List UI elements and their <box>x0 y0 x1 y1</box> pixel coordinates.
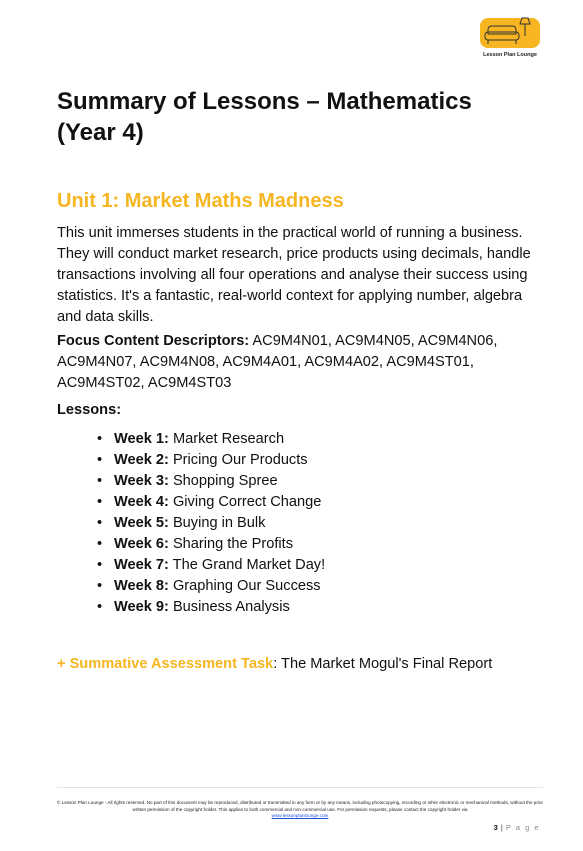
bullet-icon: • <box>97 494 103 510</box>
lesson-week: Week 2: <box>114 452 169 468</box>
focus-label: Focus Content Descriptors: <box>57 333 250 349</box>
lesson-week: Week 9: <box>114 599 169 615</box>
lesson-name: Buying in Bulk <box>168 515 266 531</box>
lesson-week: Week 1: <box>114 431 169 447</box>
page-separator: | <box>498 823 506 832</box>
summative-assessment <box>57 654 492 675</box>
lesson-name: Pricing Our Products <box>168 452 308 468</box>
bullet-icon: • <box>97 452 103 468</box>
lesson-name: The Grand Market Day! <box>168 557 326 573</box>
bullet-icon: • <box>97 515 103 531</box>
lesson-week: Week 4: <box>114 494 169 510</box>
unit-intro: This unit immerses students in the practical world of running a business. They will conduct market research, price products using decimals, handle transactions involving all four operations and analyse their success using statistics. It's a fantastic, real-world context for applying number, algebra and data skills. <box>57 225 531 325</box>
lesson-name: Sharing the Profits <box>168 536 294 552</box>
lesson-week: Week 6: <box>114 536 169 552</box>
lessons-label: Lessons: <box>57 402 122 418</box>
lesson-item <box>97 450 325 471</box>
lesson-list <box>97 429 325 618</box>
lesson-item <box>97 492 325 513</box>
lesson-week: Week 5: <box>114 515 169 531</box>
bullet-icon: • <box>97 557 103 573</box>
bullet-icon: • <box>97 536 103 552</box>
summative-label: + Summative Assessment Task <box>57 656 274 672</box>
summative-colon: : <box>273 656 278 672</box>
lesson-item <box>97 555 325 576</box>
bullet-icon: • <box>97 599 103 615</box>
summative-text: The Market Mogul's Final Report <box>277 656 493 672</box>
page-number <box>494 823 540 832</box>
lesson-name: Market Research <box>168 431 285 447</box>
bullet-icon: • <box>97 578 103 594</box>
lesson-item <box>97 597 325 618</box>
footer-divider <box>57 787 543 788</box>
lesson-name: Business Analysis <box>168 599 290 615</box>
bullet-icon: • <box>97 431 103 447</box>
lesson-item <box>97 534 325 555</box>
lesson-item <box>97 429 325 450</box>
focus-codes: AC9M4N01, AC9M4N05, AC9M4N06, AC9M4N07, AC9M4N08, AC9M4A01, AC9M4A02, AC9M4ST01, AC9M4ST02, AC9M4ST03 <box>57 333 498 391</box>
footer-copyright <box>57 800 543 820</box>
lesson-item <box>97 513 325 534</box>
bullet-icon: • <box>97 473 103 489</box>
sofa-lamp-icon <box>478 14 542 50</box>
lesson-week: Week 3: <box>114 473 169 489</box>
lesson-name: Shopping Spree <box>168 473 278 489</box>
lesson-week: Week 7: <box>114 557 169 573</box>
lesson-name: Giving Correct Change <box>168 494 322 510</box>
focus-descriptors <box>57 331 527 394</box>
page-word: P a g e <box>505 823 540 832</box>
unit-heading: Unit 1: Market Maths Madness <box>57 190 344 212</box>
brand-logo <box>474 14 546 58</box>
lesson-item <box>97 576 325 597</box>
copyright-text: © Lesson Plan Lounge - All rights reserved. No part of this document may be reproduced, distributed or transmitted in any form or by any means, including photocopying, recording or other electronic or mechanical methods, without the prior written permission of the copyright holder. This applies to both commercial and non-commercial use. For permission requests, please contact the copyright holder via <box>57 800 543 812</box>
lesson-name: Graphing Our Success <box>168 578 321 594</box>
brand-name: Lesson Plan Lounge <box>483 52 537 58</box>
page-number-value: 3 <box>493 823 499 832</box>
page-title: Summary of Lessons – Mathematics (Year 4) <box>57 88 472 146</box>
lesson-week: Week 8: <box>114 578 169 594</box>
lesson-item <box>97 471 325 492</box>
website-link[interactable]: www.lessonplanlounge.com <box>271 813 329 818</box>
